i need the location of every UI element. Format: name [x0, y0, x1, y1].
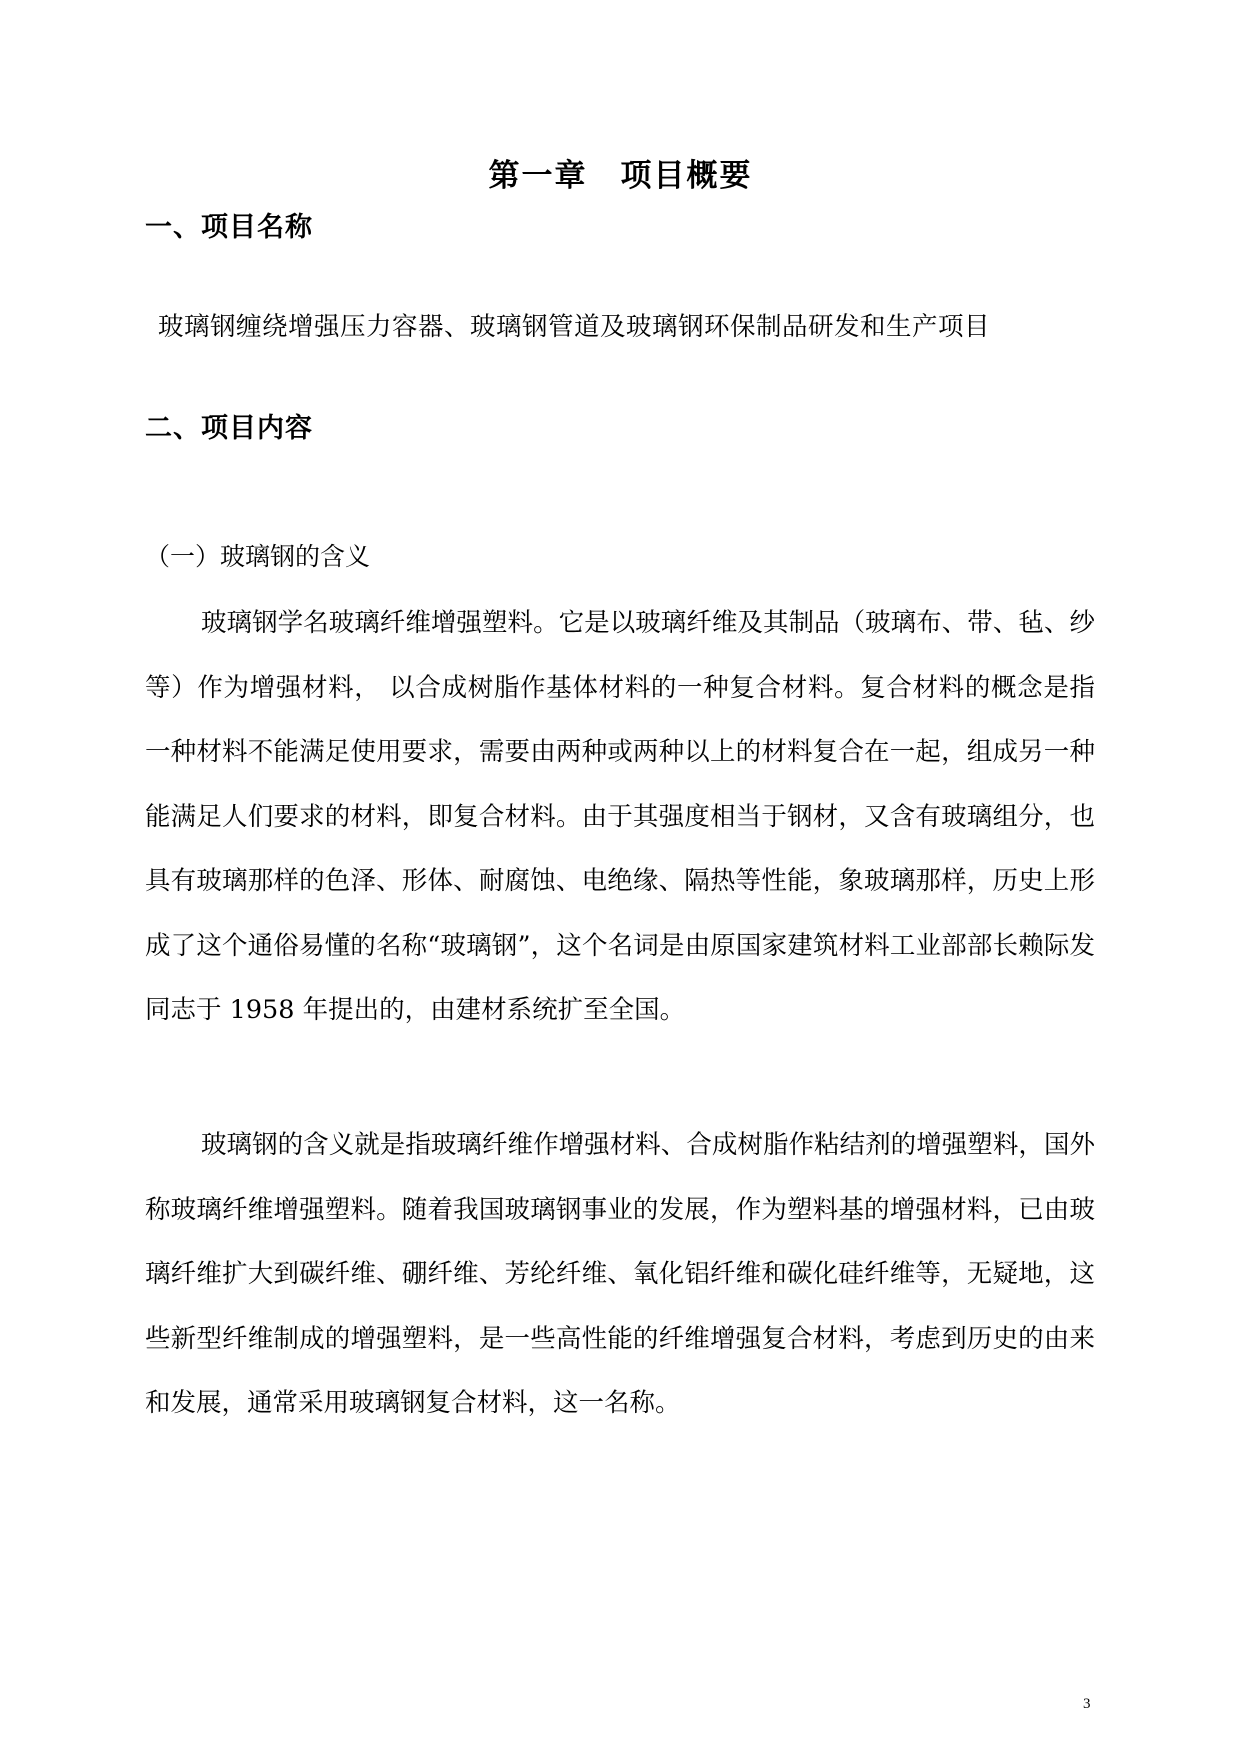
project-name-text: 玻璃钢缠绕增强压力容器、玻璃钢管道及玻璃钢环保制品研发和生产项目	[158, 312, 991, 342]
paragraph-meaning: 玻璃钢的含义就是指玻璃纤维作增强材料、合成树脂作粘结剂的增强塑料，国外称玻璃纤维增强塑料。随着我国玻璃钢事业的发展，作为塑料基的增强材料，已由玻璃纤维扩大到碳纤维、硼纤维、芳纶纤维、氧化铝纤维和碳化硅纤维等，无疑地，这些新型纤维制成的增强塑料，是一些高性能的纤维增强复合材料，考虑到历史的由来和发展，通常采用玻璃钢复合材料，这一名称。	[145, 1130, 1095, 1418]
section-heading-project-name: 一、项目名称	[145, 212, 313, 243]
subsection-heading: （一）玻璃钢的含义	[145, 542, 371, 571]
page-number: 3	[1083, 1696, 1091, 1712]
chapter-title: 第一章 项目概要	[488, 158, 753, 194]
paragraph-definition: 玻璃钢学名玻璃纤维增强塑料。它是以玻璃纤维及其制品（玻璃布、带、毡、纱等）作为增强材料， 以合成树脂作基体材料的一种复合材料。复合材料的概念是指一种材料不能满足使用要求，需要由两种或两种以上的材料复合在一起，组成另一种能满足人们要求的材料，即复合材料。由于其强度相当于钢材，又含有玻璃组分，也具有玻璃那样的色泽、形体、耐腐蚀、电绝缘、隔热等性能，象玻璃那样，历史上形成了这个通俗易懂的名称“玻璃钢”，这个名词是由原国家建筑材料工业部部长赖际发同志于 1958 年提出的，由建材系统扩至全国。	[145, 608, 1095, 1025]
section-heading-project-content: 二、项目内容	[145, 413, 313, 444]
